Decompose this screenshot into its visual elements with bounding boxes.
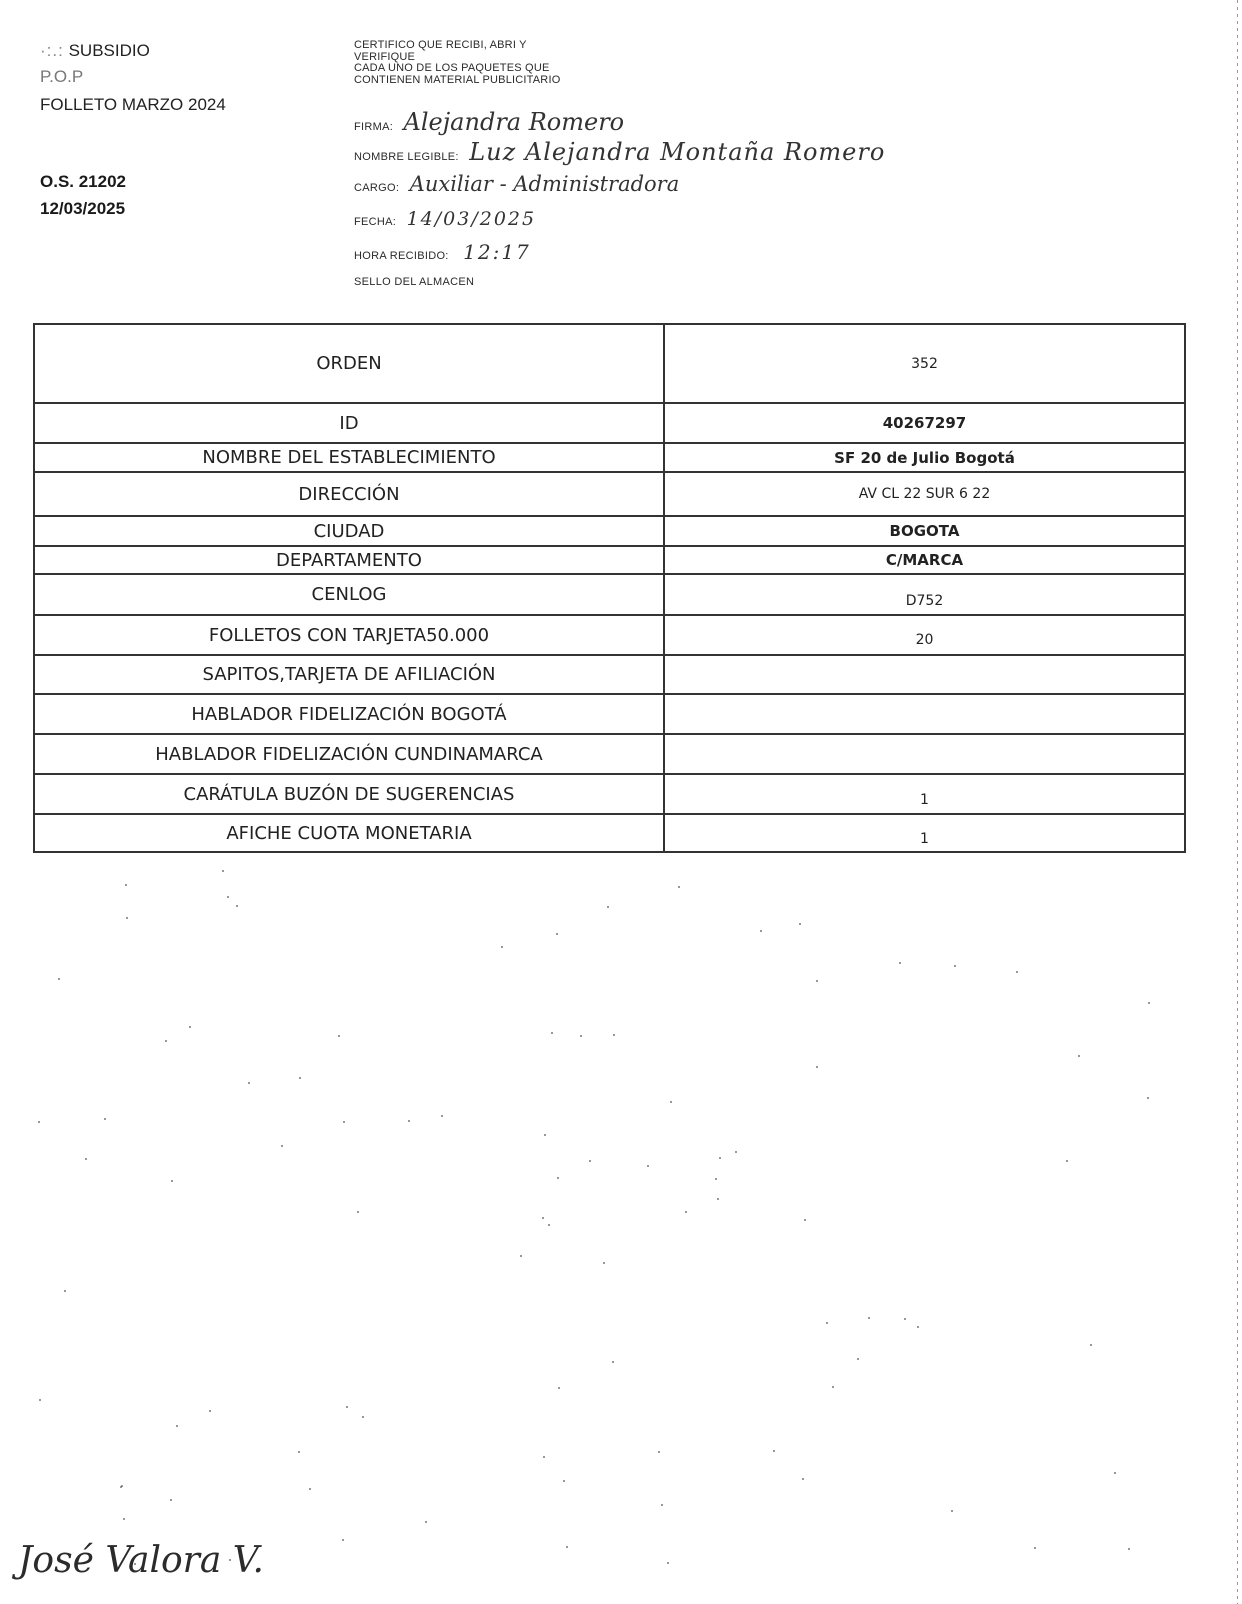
scan-speck xyxy=(1066,1160,1068,1162)
scan-speck xyxy=(802,1478,804,1480)
table-row xyxy=(34,655,1185,694)
row-label: CARÁTULA BUZÓN DE SUGERENCIAS xyxy=(34,774,664,814)
scan-speck xyxy=(551,1032,553,1034)
scan-speck xyxy=(542,1217,544,1219)
cargo-label: CARGO: xyxy=(354,182,400,194)
delivery-table xyxy=(33,323,1186,853)
row-value xyxy=(664,655,1185,694)
subsidio-label: SUBSIDIO xyxy=(68,41,150,60)
scan-speck xyxy=(904,1318,906,1320)
scan-speck xyxy=(171,1180,173,1182)
hora-label: HORA RECIBIDO: xyxy=(354,250,449,262)
row-label: CIUDAD xyxy=(34,516,664,546)
table-row xyxy=(34,615,1185,655)
scan-speck xyxy=(236,905,238,907)
scan-speck xyxy=(165,1040,167,1042)
scan-speck xyxy=(658,1451,660,1453)
table-row xyxy=(34,403,1185,443)
sello-label: SELLO DEL ALMACEN xyxy=(354,276,475,288)
scan-speck xyxy=(170,1499,172,1501)
row-label: SAPITOS,TARJETA DE AFILIACIÓN xyxy=(34,655,664,694)
table-row xyxy=(34,774,1185,814)
scan-speck xyxy=(85,1158,87,1160)
smudge-mark: ·:.: xyxy=(40,41,64,60)
row-label: CENLOG xyxy=(34,574,664,615)
scan-speck xyxy=(678,886,680,888)
scan-speck xyxy=(338,1035,340,1037)
scan-speck xyxy=(189,1026,191,1028)
order-service-block xyxy=(40,168,126,222)
os-number: O.S. 21202 xyxy=(40,172,127,191)
scan-speck xyxy=(557,1177,559,1179)
scan-speck xyxy=(868,1317,870,1319)
scan-speck xyxy=(857,1358,859,1360)
row-value: 1 xyxy=(664,774,1185,814)
firma-signature: Alejandra Romero xyxy=(403,108,625,136)
scan-speck xyxy=(104,1118,106,1120)
row-label: AFICHE CUOTA MONETARIA xyxy=(34,814,664,852)
folleto-title: FOLLETO MARZO 2024 xyxy=(40,95,226,114)
scan-speck xyxy=(719,1157,721,1159)
scan-speck xyxy=(566,1546,568,1548)
nombre-value: Luz Alejandra Montaña Romero xyxy=(469,138,886,166)
row-label: DIRECCIÓN xyxy=(34,472,664,516)
scan-speck xyxy=(126,917,128,919)
row-label: DEPARTAMENTO xyxy=(34,546,664,574)
scan-speck xyxy=(362,1416,364,1418)
firma-row xyxy=(354,108,624,136)
table-row xyxy=(34,443,1185,472)
fecha-row xyxy=(354,208,536,230)
hora-row xyxy=(354,240,531,264)
scan-speck xyxy=(346,1406,348,1408)
row-value xyxy=(664,734,1185,774)
nombre-row xyxy=(354,138,885,166)
row-value: 40267297 xyxy=(664,403,1185,443)
scan-speck xyxy=(248,1082,250,1084)
scan-speck xyxy=(917,1326,919,1328)
scan-speck xyxy=(544,1134,546,1136)
footer-signature: José Valora V. xyxy=(18,1540,264,1581)
scan-speck xyxy=(1148,1002,1150,1004)
scan-speck xyxy=(222,870,224,872)
scan-speck xyxy=(899,962,901,964)
certificate-text xyxy=(354,40,560,86)
cert-line: VERIFIQUE xyxy=(354,50,416,63)
fecha-value: 14/03/2025 xyxy=(406,208,537,230)
row-label: ORDEN xyxy=(34,324,664,403)
row-value: BOGOTA xyxy=(664,516,1185,546)
table-row xyxy=(34,574,1185,615)
scan-speck xyxy=(563,1480,565,1482)
os-date: 12/03/2025 xyxy=(40,199,126,218)
scan-speck xyxy=(715,1178,717,1180)
scan-speck xyxy=(580,1035,582,1037)
scan-speck xyxy=(556,933,558,935)
scan-speck xyxy=(120,1486,122,1488)
scan-speck xyxy=(543,1456,545,1458)
row-label: FOLLETOS CON TARJETA50.000 xyxy=(34,615,664,655)
scan-speck xyxy=(717,1198,719,1200)
cert-line: CONTIENEN MATERIAL PUBLICITARIO xyxy=(354,73,561,86)
scan-speck xyxy=(520,1255,522,1257)
cert-line: CADA UNO DE LOS PAQUETES QUE xyxy=(354,62,550,74)
scan-speck xyxy=(667,1562,669,1564)
table-row xyxy=(34,516,1185,546)
cargo-value: Auxiliar - Administradora xyxy=(409,172,680,196)
scan-speck xyxy=(832,1386,834,1388)
scan-speck xyxy=(612,1361,614,1363)
scan-speck xyxy=(501,946,503,948)
scan-speck xyxy=(735,1151,737,1153)
scan-speck xyxy=(309,1488,311,1490)
scan-speck xyxy=(357,1211,359,1213)
scan-speck xyxy=(589,1160,591,1162)
row-label: ID xyxy=(34,403,664,443)
firma-label: FIRMA: xyxy=(354,121,394,133)
scan-speck xyxy=(1016,971,1018,973)
table-row xyxy=(34,694,1185,734)
row-value: SF 20 de Julio Bogotá xyxy=(664,443,1185,472)
scan-speck xyxy=(209,1410,211,1412)
scan-speck xyxy=(804,1219,806,1221)
table-row xyxy=(34,546,1185,574)
scan-speck xyxy=(558,1387,560,1389)
row-label: NOMBRE DEL ESTABLECIMIENTO xyxy=(34,443,664,472)
scan-speck xyxy=(816,980,818,982)
row-value xyxy=(664,694,1185,734)
scan-speck xyxy=(299,1077,301,1079)
scan-speck xyxy=(38,1121,40,1123)
scan-speck xyxy=(760,930,762,932)
scan-speck xyxy=(176,1425,178,1427)
scan-speck xyxy=(773,1450,775,1452)
hora-value: 12:17 xyxy=(463,240,531,264)
scan-speck xyxy=(647,1165,649,1167)
scan-speck xyxy=(1078,1055,1080,1057)
scan-speck xyxy=(425,1521,427,1523)
table-row xyxy=(34,814,1185,852)
row-value: 20 xyxy=(664,615,1185,655)
scan-speck xyxy=(607,906,609,908)
scan-speck xyxy=(548,1224,550,1226)
scan-speck xyxy=(227,896,229,898)
scan-speck xyxy=(816,1066,818,1068)
row-value: D752 xyxy=(664,574,1185,615)
scan-speck xyxy=(1114,1472,1116,1474)
scan-speck xyxy=(298,1451,300,1453)
nombre-label: NOMBRE LEGIBLE: xyxy=(354,151,459,163)
row-label: HABLADOR FIDELIZACIÓN CUNDINAMARCA xyxy=(34,734,664,774)
scan-speck xyxy=(661,1504,663,1506)
scan-speck xyxy=(826,1322,828,1324)
scan-edge xyxy=(1237,0,1238,1604)
table-row xyxy=(34,472,1185,516)
scan-speck xyxy=(58,978,60,980)
scan-speck xyxy=(441,1115,443,1117)
pop-label: P.O.P xyxy=(40,67,84,86)
scan-speck xyxy=(685,1211,687,1213)
scan-speck xyxy=(39,1399,41,1401)
table-row xyxy=(34,734,1185,774)
scan-speck xyxy=(408,1120,410,1122)
scan-speck xyxy=(125,884,127,886)
cargo-row xyxy=(354,172,679,196)
scan-speck xyxy=(1128,1548,1130,1550)
scan-speck xyxy=(123,1518,125,1520)
fecha-label: FECHA: xyxy=(354,216,397,228)
cert-line: CERTIFICO QUE RECIBI, ABRI Y xyxy=(354,39,527,51)
scan-speck xyxy=(342,1539,344,1541)
scan-speck xyxy=(951,1510,953,1512)
scan-speck xyxy=(343,1121,345,1123)
row-value: AV CL 22 SUR 6 22 xyxy=(664,472,1185,516)
scan-speck xyxy=(1147,1097,1149,1099)
scan-speck xyxy=(1090,1344,1092,1346)
table-row xyxy=(34,324,1185,403)
scan-speck xyxy=(799,923,801,925)
scan-speck xyxy=(281,1145,283,1147)
scan-speck xyxy=(954,965,956,967)
scan-speck xyxy=(613,1034,615,1036)
row-value: 1 xyxy=(664,814,1185,852)
scan-speck xyxy=(64,1290,66,1292)
scan-speck xyxy=(670,1101,672,1103)
row-label: HABLADOR FIDELIZACIÓN BOGOTÁ xyxy=(34,694,664,734)
row-value: 352 xyxy=(664,324,1185,403)
header-left xyxy=(40,40,226,116)
scan-speck xyxy=(1034,1547,1036,1549)
scan-speck xyxy=(603,1262,605,1264)
row-value: C/MARCA xyxy=(664,546,1185,574)
